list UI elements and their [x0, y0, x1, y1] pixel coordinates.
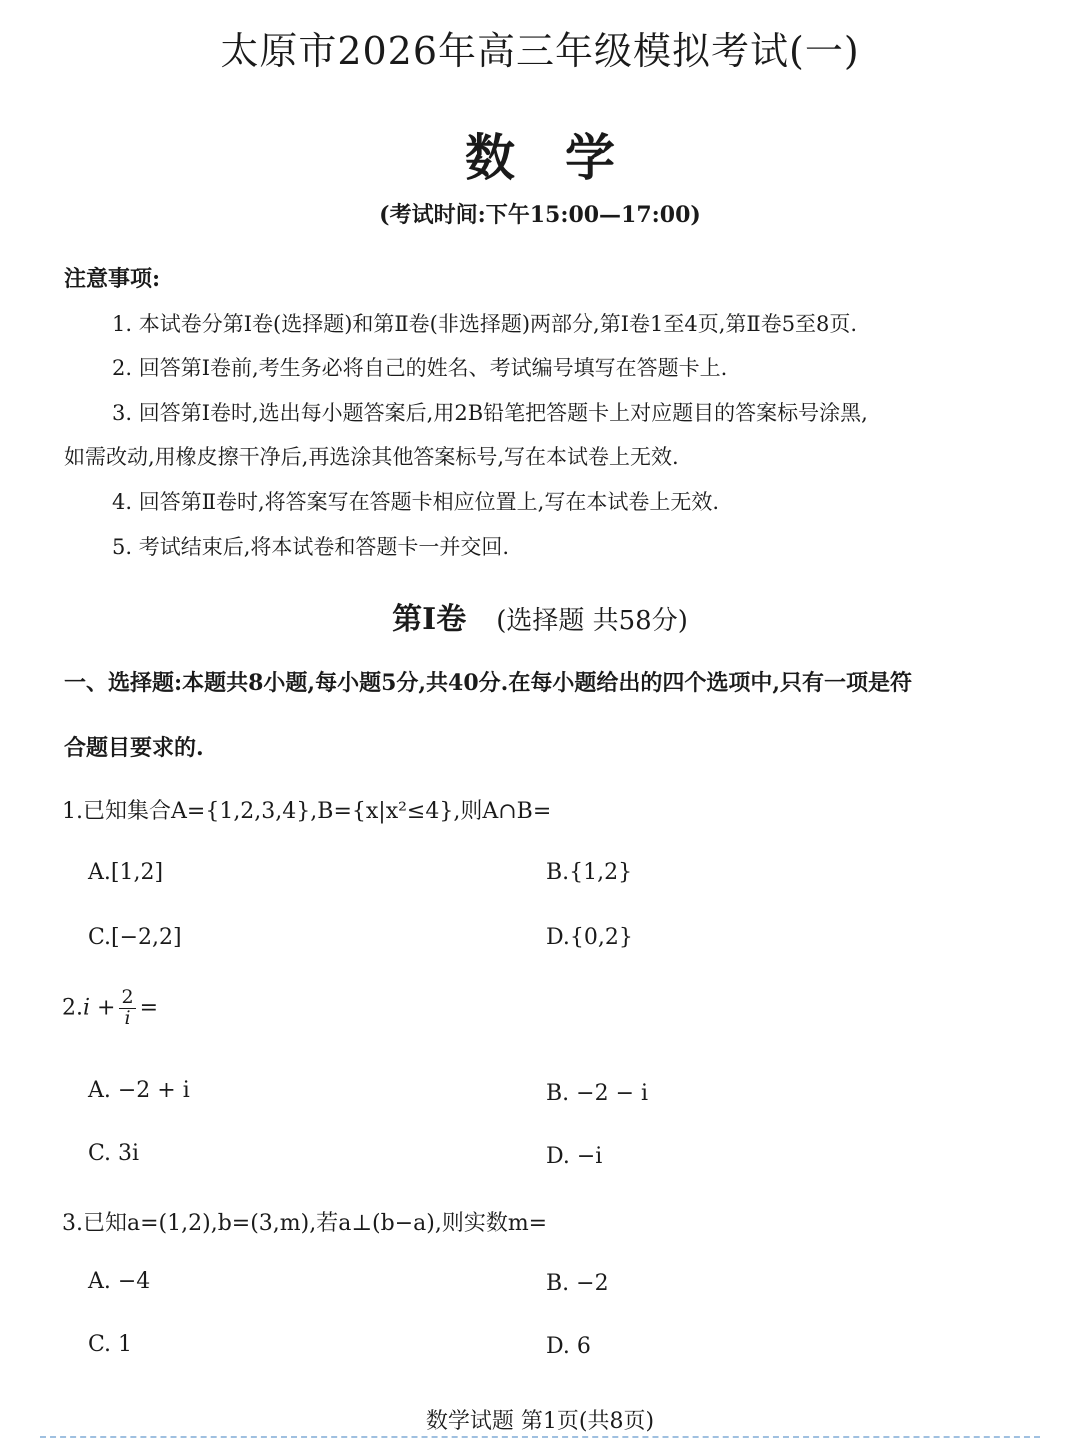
q1-option-c: C.[−2,2] [88, 925, 182, 950]
q3-option-d: D. 6 [546, 1334, 591, 1359]
section-title-subtitle: (选择题 共58分) [496, 606, 688, 636]
question-stem-prefix: i + [83, 995, 116, 1021]
q2-option-a: A. −2 + i [88, 1078, 190, 1103]
question-stem: 已知集合A={1,2,3,4},B={x|x²≤4},则A∩B= [83, 799, 552, 824]
notice-item-3: 3. 回答第Ⅰ卷时,选出每小题答案后,用2B铅笔把答题卡上对应题目的答案标号涂黑, [112, 401, 868, 425]
subject-title: 数学 [465, 128, 665, 187]
footer-dashed-line [40, 1436, 1040, 1438]
q2-option-c: C. 3i [88, 1141, 140, 1166]
notice-item-3-continued: 如需改动,用橡皮擦干净后,再选涂其他答案标号,写在本试卷上无效. [64, 445, 679, 469]
fraction-numerator: 2 [121, 986, 134, 1008]
q2-option-b: B. −2 − i [546, 1081, 649, 1106]
question-fraction [119, 988, 135, 1029]
q1-option-d: D.{0,2} [546, 925, 633, 950]
question-1 [62, 794, 551, 825]
q3-option-b: B. −2 [546, 1271, 609, 1296]
exam-time: (考试时间:下午15:00—17:00) [379, 202, 701, 228]
section-title-main: 第Ⅰ卷 [392, 602, 467, 637]
question-2 [62, 988, 158, 1029]
question-stem: 已知a=(1,2),b=(3,m),若a⊥(b−a),则实数m= [83, 1211, 548, 1236]
notice-item-1: 1. 本试卷分第Ⅰ卷(选择题)和第Ⅱ卷(非选择题)两部分,第Ⅰ卷1至4页,第Ⅱ卷5至8页. [112, 312, 858, 336]
notice-heading: 注意事项: [64, 266, 161, 292]
notice-item-5: 5. 考试结束后,将本试卷和答题卡一并交回. [112, 535, 510, 559]
q3-option-c: C. 1 [88, 1332, 133, 1357]
question-number: 1. [62, 799, 83, 824]
part1-intro-line1: 一、选择题:本题共8小题,每小题5分,共40分.在每小题给出的四个选项中,只有一项是符 [64, 670, 912, 696]
question-number: 3. [62, 1211, 83, 1236]
q1-option-a: A.[1,2] [88, 860, 164, 885]
page-footer: 数学试题 第1页(共8页) [425, 1409, 655, 1434]
q1-option-b: B.{1,2} [546, 860, 633, 885]
question-3 [62, 1206, 547, 1237]
part1-intro-line2: 合题目要求的. [64, 735, 204, 761]
q2-option-d: D. −i [546, 1144, 603, 1169]
q3-option-a: A. −4 [88, 1269, 151, 1294]
fraction-denominator: i [124, 1006, 131, 1029]
notice-item-2: 2. 回答第Ⅰ卷前,考生务必将自己的姓名、考试编号填写在答题卡上. [112, 356, 728, 380]
section-title [0, 594, 1080, 638]
notice-item-4: 4. 回答第Ⅱ卷时,将答案写在答题卡相应位置上,写在本试卷上无效. [112, 490, 720, 514]
question-number: 2. [62, 995, 83, 1021]
exam-title: 太原市2026年高三年级模拟考试(一) [220, 29, 860, 73]
question-stem-suffix: = [139, 995, 158, 1021]
